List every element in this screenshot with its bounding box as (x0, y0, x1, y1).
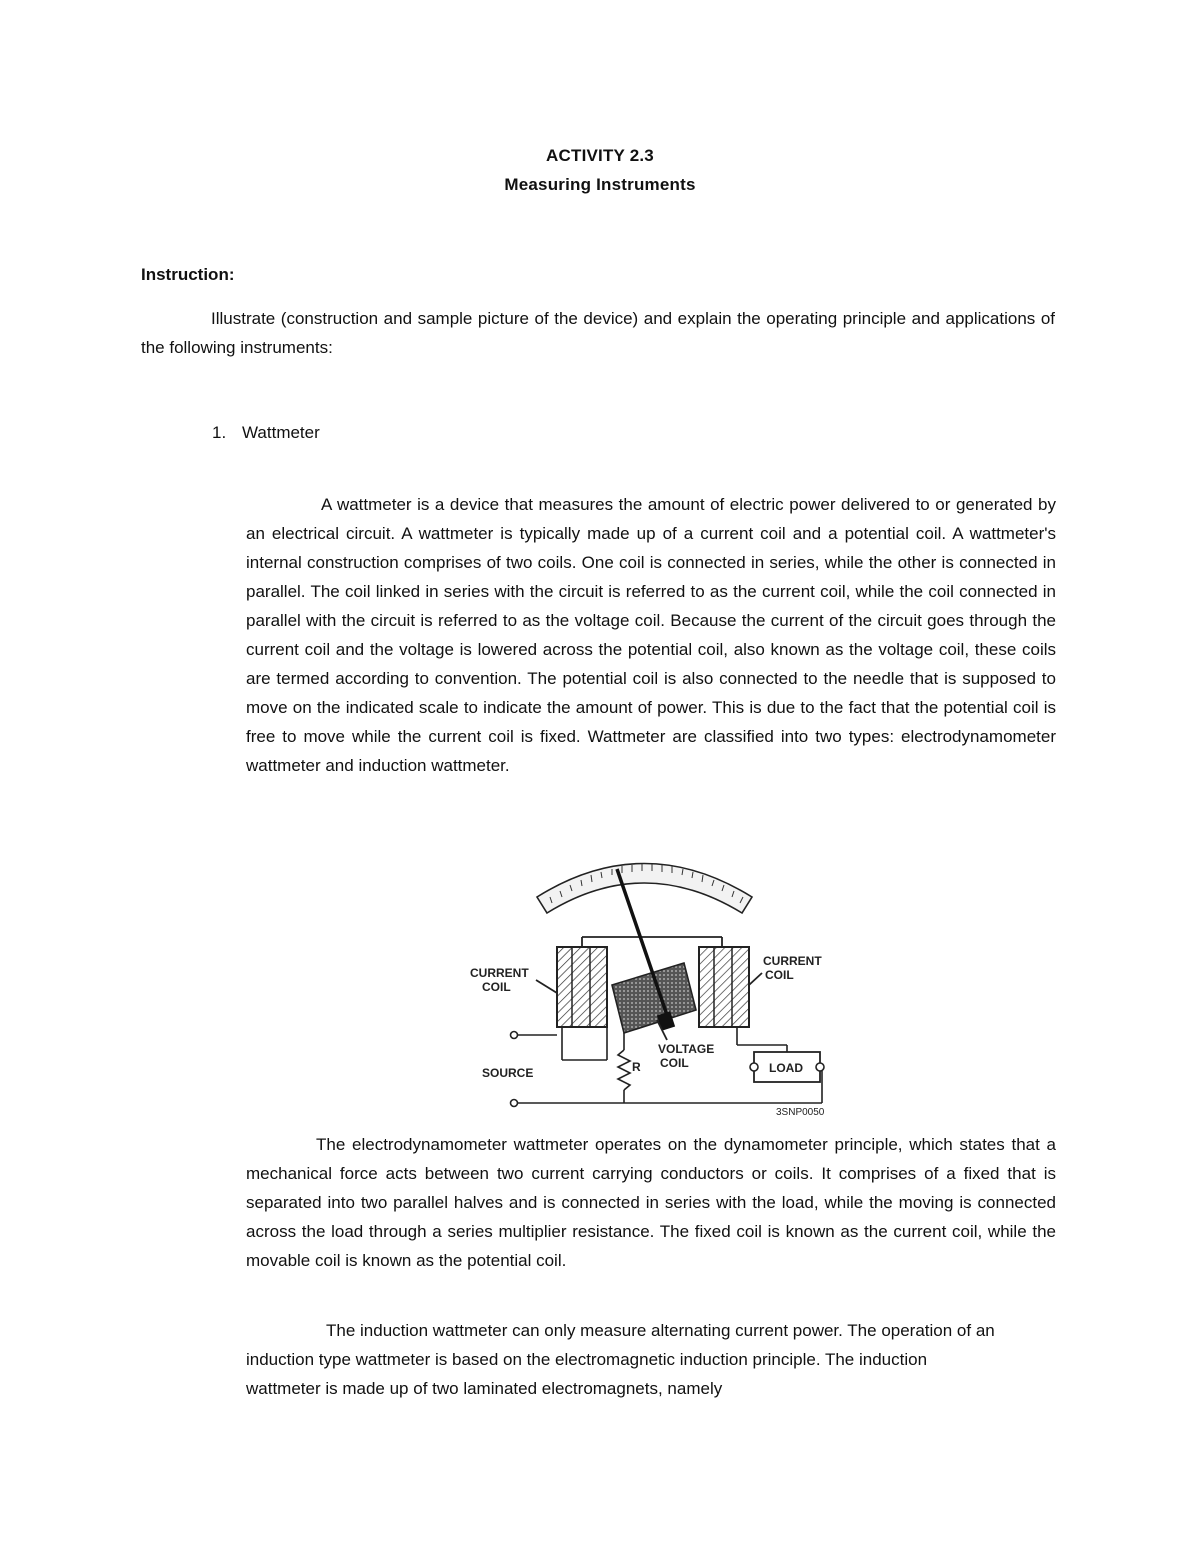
instruction-text: Illustrate (construction and sample picture of the device) and explain the operating principle and applications of the following instruments: (141, 309, 1055, 357)
current-coil-left (557, 947, 607, 1027)
instruction-heading: Instruction: (141, 265, 235, 284)
label-voltage-coil-1: VOLTAGE (658, 1042, 715, 1056)
label-current-coil-right-2: COIL (765, 968, 794, 982)
label-source: SOURCE (482, 1066, 534, 1080)
label-current-coil-left-1: CURRENT (470, 966, 529, 980)
label-current-coil-left-2: COIL (482, 980, 511, 994)
label-load: LOAD (769, 1061, 803, 1075)
current-coil-right (699, 947, 749, 1027)
list-item-label: Wattmeter (242, 423, 320, 442)
wattmeter-intro-paragraph: A wattmeter is a device that measures the amount of electric power delivered to or generated by an electrical circuit. A wattmeter is typically made up of a current coil and a potential coil. A wattmeter's internal construction comprises of two coils. One coil is connected in series, while the other is connected in parallel. The coil linked in series with the circuit is referred to as the current coil, while the coil connected in parallel with the circuit is referred to as the voltage coil. Because the current of the circuit goes through the current coil and the voltage is lowered across the potential coil, also known as the voltage coil, these coils are termed according to convention. The potential coil is also connected to the needle that is supposed to move on the indicated scale to indicate the amount of power. This is due to the fact that the potential coil is free to move while the current coil is fixed. Wattmeter are classified into two types: electrodynamometer wattmeter and induction wattmeter. (246, 495, 1056, 775)
induction-paragraph: The induction wattmeter can only measure alternating current power. The operation of an induction type wattmeter is based on the electromagnetic induction principle. The induction wattmeter is made up of two laminated electromagnets, namely (246, 1321, 995, 1398)
label-resistor: R (632, 1060, 641, 1074)
label-current-coil-right-1: CURRENT (763, 954, 822, 968)
wattmeter-diagram (462, 845, 842, 1120)
label-figure-code: 3SNP0050 (776, 1107, 825, 1118)
document-subtitle: Measuring Instruments (504, 175, 696, 194)
meter-scale (537, 864, 752, 914)
list-item-wattmeter (212, 423, 320, 443)
label-voltage-coil-2: COIL (660, 1056, 689, 1070)
electrodynamometer-paragraph: The electrodynamometer wattmeter operates on the dynamometer principle, which states that a mechanical force acts between two current carrying conductors or coils. It comprises of a fixed that is separated into two parallel halves and is connected in series with the load, while the moving is connected across the load through a series multiplier resistance. The fixed coil is known as the current coil, while the movable coil is known as the potential coil. (246, 1135, 1056, 1270)
activity-title: ACTIVITY 2.3 (546, 146, 654, 165)
resistor (618, 1033, 630, 1103)
list-item-number: 1. (212, 423, 227, 442)
